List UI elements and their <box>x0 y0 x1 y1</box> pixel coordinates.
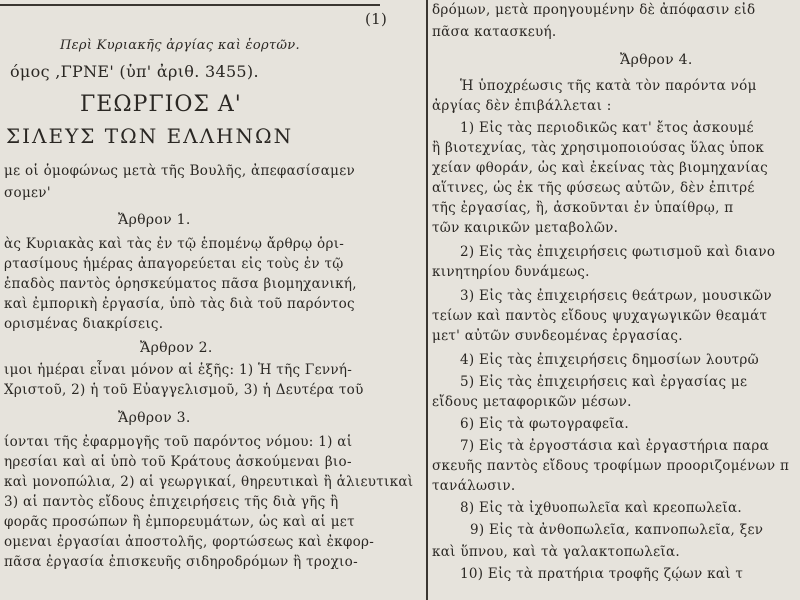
column-divider <box>426 0 428 600</box>
article-4-line: τῆς ἐργασίας, ἢ, ἀσκοῦνται ἐν ὑπαίθρῳ, π <box>432 200 734 216</box>
article-3-line: καὶ μονοπώλια, 2) αἱ γεωργικαί, θηρευτικαὶ ἢ ἁλιευτικαὶ <box>4 474 414 490</box>
article-4-line: 5) Εἰς τὰς ἐπιχειρήσεις καὶ ἐργασίας με <box>460 374 748 390</box>
article-3-heading: Ἄρθρον 3. <box>118 410 191 426</box>
article-3-line: φορᾶς προσώπων ἢ ἐμπορευμάτων, ὡς καὶ αἱ μετ <box>4 514 355 530</box>
king-name: ΓΕΩΡΓΙΟΣ Α' <box>80 92 242 117</box>
article-4-line: 9) Εἰς τὰ ἀνθοπωλεῖα, καπνοπωλεῖα, ξεν <box>470 522 764 538</box>
article-4-line: τείων καὶ παντὸς εἴδους ψυχαγωγικῶν θεαμάτ <box>432 308 768 324</box>
decree-line-1: με οἱ ὁμοφώνως μετὰ τῆς Βουλῆς, ἀπεφασίσαμεν <box>4 163 355 179</box>
article-4-line: τανάλωσιν. <box>432 478 516 494</box>
article-2-line: Χριστοῦ, 2) ἡ τοῦ Εὐαγγελισμοῦ, 3) ἡ Δευτέρα τοῦ <box>4 382 364 398</box>
article-1-line: ορισμένας διακρίσεις. <box>4 316 164 332</box>
article-1-line: καὶ ἐμπορικὴ ἐργασία, ὑπὸ τὰς διὰ τοῦ παρόντος <box>4 296 355 312</box>
page-number: (1) <box>365 10 388 28</box>
article-4-heading: Ἄρθρον 4. <box>620 52 693 68</box>
article-4-line: 2) Εἰς τὰς ἐπιχειρήσεις φωτισμοῦ καὶ διανο <box>460 244 776 260</box>
continuation-line: πᾶσα κατασκευή. <box>432 24 557 40</box>
article-1-line: ὰς Κυριακὰς καὶ τὰς ἐν τῷ ἑπομένῳ ἄρθρῳ ὁρι- <box>4 236 345 252</box>
article-4-line: 3) Εἰς τὰς ἐπιχειρήσεις θεάτρων, μουσικῶν <box>460 288 772 304</box>
article-4-line: 7) Εἰς τὰ ἐργοστάσια καὶ ἐργαστήρια παρα <box>460 438 770 454</box>
article-4-line: καὶ ὕπνου, καὶ τὰ γαλακτοπωλεῖα. <box>432 544 680 560</box>
article-2-heading: Ἄρθρον 2. <box>140 340 213 356</box>
article-3-line: 3) αἱ παντὸς εἴδους ἐπιχειρήσεις τῆς διὰ γῆς ἢ <box>4 494 339 510</box>
article-1-line: ρτασίμους ἡμέρας ἀπαγορεύεται εἰς τοὺς ἐν τῷ <box>4 256 344 272</box>
article-4-line: ἀργίας δὲν ἐπιβάλλεται : <box>432 98 612 114</box>
article-3-line: πᾶσα ἐργασία ἐπισκευῆς σιδηροδρόμων ἢ τροχιο- <box>4 554 358 570</box>
article-3-line: ίονται τῆς ἐφαρμογῆς τοῦ παρόντος νόμου: 1) αἱ <box>4 434 353 450</box>
right-column <box>430 0 800 600</box>
article-4-line: εἴδους μεταφορικῶν μέσων. <box>432 394 632 410</box>
article-4-line: 6) Εἰς τὰ φωτογραφεῖα. <box>460 416 629 432</box>
article-4-line: 1) Εἰς τὰς περιοδικῶς κατ' ἔτος ἀσκουμέ <box>460 120 754 136</box>
article-3-line: ομεναι ἐργασίαι ἀποστολῆς, φορτώσεως καὶ ἐκφορ- <box>4 534 375 550</box>
article-4-line: χείαν φθοράν, ὡς καὶ ἐκείνας τὰς βιομηχανίας <box>432 160 768 176</box>
article-3-line: ηρεσίαι καὶ αἱ ὑπὸ τοῦ Κράτους ἀσκούμεναι βιο- <box>4 454 352 470</box>
article-4-line: 8) Εἰς τὰ ἰχθυοπωλεῖα καὶ κρεοπωλεῖα. <box>460 500 742 516</box>
article-4-line: μετ' αὐτῶν συνδεομένας ἐργασίας. <box>432 328 683 344</box>
king-title: ΣΙΛΕΥΣ ΤΩΝ ΕΛΛΗΝΩΝ <box>6 124 294 148</box>
article-1-line: ἐπαδὸς παντὸς ὁρησκεύματος πᾶσα βιομηχανική, <box>4 276 357 292</box>
article-4-line: αἵτινες, ὡς ἐκ τῆς φύσεως αὐτῶν, δὲν ἐπιτρέ <box>432 180 755 196</box>
article-4-line: 4) Εἰς τὰς ἐπιχειρήσεις δημοσίων λουτρῶ <box>460 352 759 368</box>
article-4-line: ἢ βιοτεχνίας, τὰς χρησιμοποιούσας ὕλας ὑποκ <box>432 140 765 156</box>
article-4-line: τῶν καιρικῶν μεταβολῶν. <box>432 220 619 236</box>
continuation-line: δρόμων, μετὰ προηγουμένην δὲ ἀπόφασιν εἰδ <box>432 2 756 18</box>
article-2-line: ιμοι ἡμέραι εἶναι μόνον αἱ ἑξῆς: 1) Ἡ τῆς Γεννή- <box>4 362 353 378</box>
article-4-line: κινητηρίου δυνάμεως. <box>432 264 590 280</box>
law-title: όμος ,ΓΡΝΕ' (ὑπ' ἀριθ. 3455). <box>10 62 259 81</box>
article-1-heading: Ἄρθρον 1. <box>118 212 191 228</box>
article-4-line: σκευῆς παντὸς εἴδους τροφίμων προοριζομένων π <box>432 458 790 474</box>
law-subject: Περὶ Κυριακῆς ἀργίας καὶ ἑορτῶν. <box>60 38 300 53</box>
decree-line-2: σομεν' <box>4 185 51 201</box>
article-4-line: 10) Εἰς τὰ πρατήρια τροφῆς ζῴων καὶ τ <box>460 566 744 582</box>
article-4-line: Ἡ ὑποχρέωσις τῆς κατὰ τὸν παρόντα νόμ <box>460 78 757 94</box>
